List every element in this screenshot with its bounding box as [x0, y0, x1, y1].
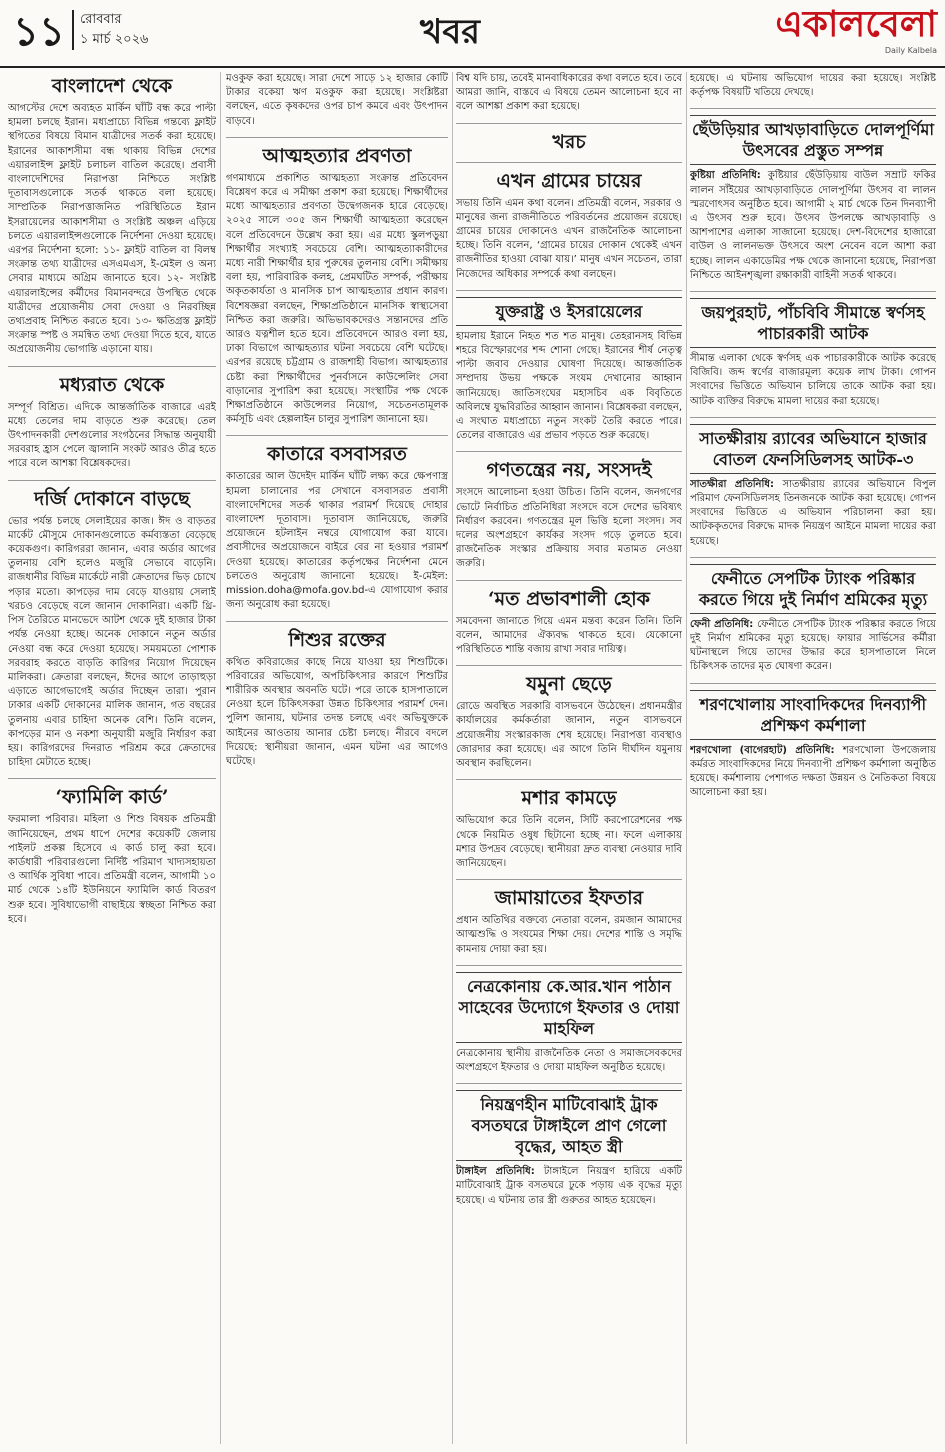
story-text: ফরমালা পরিবার। মহিলা ও শিশু বিষয়ক প্রতিমন্ত্রী জানিয়েছেন, প্রথম ধাপে দেশের কয়েকটি জেলায় পাইলট প্রকল্প হিসেবে এ কার্ড চালু করা হবে। কার্ডধারী পরিবারগুলো নির্দিষ্ট পরিমাণ খাদ্যসহায়তা ও আর্থিক সুবিধা পাবে। প্রতিমন্ত্রী বলেন, আগামী ১০ মার্চ থেকে ১৪টি ইউনিয়নে ফ্যামিলি কার্ড বিতরণ শুরু হবে। সুবিধাভোগী বাছাইয়ে স্বচ্ছতা নিশ্চিত করা হবে।	[8, 814, 216, 925]
story-divider	[456, 779, 682, 780]
story-text: হামলায় ইরানে নিহত শত শত মানুষ। তেহরানসহ বিভিন্ন শহরে বিস্ফোরণের শব্দ শোনা গেছে। ইরানের শীর্ষ নেতৃত্ব পাল্টা জবাব দেওয়ার ঘোষণা দিয়েছে। আন্তর্জাতিক সম্প্রদায় উভয় পক্ষকে সংযম দেখানোর আহ্বান জানিয়েছে। জাতিসংঘের মহাসচিব এক বিবৃতিতে অবিলম্বে যুদ্ধবিরতির আহ্বান জানান। বিশ্লেষকরা বলছেন, এ সংঘাত মধ্যপ্রাচ্যে নতুন সংকট তৈরি করতে পারে। তেলের বাজারেও এর প্রভাব পড়তে শুরু করেছে।	[456, 330, 682, 442]
story-text: সীমান্ত এলাকা থেকে স্বর্ণসহ এক পাচারকারীকে আটক করেছে বিজিবি। জব্দ স্বর্ণের বাজারমূল্য কয়েক লাখ টাকা। গোপন সংবাদের ভিত্তিতে অভিযান চালিয়ে তাকে আটক করা হয়। আটক ব্যক্তির বিরুদ্ধে মামলা দায়ের করা হয়েছে।	[690, 353, 936, 407]
news-story	[226, 442, 448, 612]
story-divider	[8, 366, 216, 367]
story-headline: মশার কামড়ে	[521, 787, 617, 810]
masthead	[0, 0, 945, 68]
news-story	[690, 115, 936, 283]
story-divider	[456, 451, 682, 452]
logo-tagline: Daily Kalbela	[884, 46, 937, 55]
story-divider	[690, 108, 936, 109]
story-body	[690, 352, 936, 409]
story-body	[8, 813, 216, 927]
story-divider	[456, 123, 682, 124]
story-body	[690, 72, 936, 100]
news-story	[8, 74, 216, 358]
story-headline: সাতক্ষীরায় র‍্যাবের অভিযানে হাজার বোতল ফেনসিডিলসহ আটক-৩	[690, 424, 936, 474]
column-rule	[220, 72, 221, 1444]
news-story	[226, 628, 448, 770]
story-byline: কুষ্টিয়া প্রতিনিধি:	[690, 170, 768, 182]
story-headline: আত্মহত্যার প্রবণতা	[262, 144, 412, 167]
story-body	[456, 1165, 682, 1208]
date-label: ১ মার্চ ২০২৬	[80, 32, 149, 47]
brand-logo	[767, 2, 937, 62]
news-story	[456, 458, 682, 571]
story-body	[8, 401, 216, 472]
story-text: সভায় তিনি এমন কথা বলেন। প্রতিমন্ত্রী বলেন, সরকার ও মানুষের জন্য রাজনীতিতে পরিবর্তনের প্রয়োজন রয়েছে। গ্রামের চায়ের দোকানেও এখন রাজনৈতিক আলোচনা হচ্ছে। তিনি বলেন, ‘গ্রামের চায়ের দোকান থেকেই এখন রাজনীতির হাওয়া বোঝা যায়।’ মানুষ এখন সচেতন, তারা নিজেদের অধিকার সম্পর্কে কথা বলছেন।	[456, 197, 682, 280]
story-headline: জামায়াতের ইফতার	[494, 887, 644, 910]
column-1	[8, 72, 216, 1444]
story-divider	[456, 162, 682, 163]
story-text: বিশ্ব যদি চায়, তবেই মানবাধিকারের কথা বলতে হবে। তবে আমরা জানি, বাস্তবে এ বিষয়ে তেমন আলোচনা হবে না বলে আশঙ্কা প্রকাশ করা হয়েছে।	[456, 73, 682, 113]
story-headline: এখন গ্রামের চায়ের	[496, 169, 642, 192]
news-story	[456, 672, 682, 771]
story-text: গণমাধ্যমে প্রকাশিত আত্মহত্যা সংক্রান্ত প্রতিবেদন বিশ্লেষণ করে এ সমীক্ষা প্রকাশ করা হয়েছে। শিক্ষার্থীদের মধ্যে আত্মহত্যার প্রবণতা উদ্বেগজনক হারে বেড়েছে। ২০২৫ সালে ৩০৫ জন শিক্ষার্থী আত্মহত্যা করেছেন বলে প্রতিবেদনে উল্লেখ করা হয়। এর মধ্যে স্কুলপড়ুয়া শিক্ষার্থীর সংখ্যাই সবচেয়ে বেশি। আত্মহত্যাকারীদের মধ্যে নারী শিক্ষার্থীর হার পুরুষের তুলনায় বেশি। সমীক্ষায় বলা হয়, পারিবারিক কলহ, প্রেমঘটিত সম্পর্ক, পরীক্ষায় অকৃতকার্যতা ও মানসিক চাপ আত্মহত্যার প্রধান কারণ। বিশেষজ্ঞরা বলছেন, শিক্ষাপ্রতিষ্ঠানে মানসিক স্বাস্থ্যসেবা নিশ্চিত করা জরুরি। অভিভাবকদেরও সন্তানদের প্রতি আরও যত্নশীল হতে হবে। প্রতিবেদনে আরও বলা হয়, ঢাকা বিভাগে আত্মহত্যার ঘটনা সবচেয়ে বেশি ঘটেছে। এরপর রয়েছে চট্টগ্রাম ও রাজশাহী বিভাগ। আত্মহত্যার চেষ্টা করা শিক্ষার্থীদের পুনর্বাসনে কাউন্সেলিং সেবা বাড়ানোর সুপারিশ করা হয়েছে। সংস্থাটির পক্ষ থেকে শিক্ষাপ্রতিষ্ঠানে কাউন্সেলর নিয়োগ, সচেতনতামূলক কর্মসূচি এবং হেল্পলাইন চালুর সুপারিশ জানানো হয়।	[226, 172, 448, 426]
story-text: সংসদে আলোচনা হওয়া উচিত। তিনি বলেন, জনগণের ভোটে নির্বাচিত প্রতিনিধিরা সংসদে বসে দেশের ভবিষ্যৎ নির্ধারণ করবেন। গণতন্ত্রের মূল ভিত্তি হলো সংসদ। সব দলের অংশগ্রহণে কার্যকর সংসদ গড়ে তুলতে হবে। রাজনৈতিক সংস্কার প্রক্রিয়ায় সবার মতামত নেওয়া জরুরি।	[456, 487, 682, 570]
story-divider	[690, 557, 936, 558]
news-story	[226, 72, 448, 129]
story-text: প্রধান অতিথির বক্তব্যে নেতারা বলেন, রমজান আমাদের আত্মশুদ্ধি ও সংযমের শিক্ষা দেয়। দেশের শান্তি ও সমৃদ্ধি কামনায় দোয়া করা হয়।	[456, 915, 682, 955]
story-body	[690, 744, 936, 801]
story-headline: যমুনা ছেড়ে	[526, 673, 612, 696]
news-story	[8, 785, 216, 927]
story-body	[456, 1047, 682, 1075]
story-headline: জয়পুরহাট, পাঁচবিবি সীমান্তে স্বর্ণসহ পাচারকারী আটক	[690, 298, 936, 348]
story-text: সাতক্ষীরায় র‍্যাবের অভিযানে বিপুল পরিমাণ ফেনসিডিলসহ তিনজনকে আটক করা হয়েছে। গোপন সংবাদের ভিত্তিতে এ অভিযান পরিচালনা করা হয়। আটককৃতদের বিরুদ্ধে মাদক নিয়ন্ত্রণ আইনে মামলা দায়ের করা হয়েছে।	[690, 478, 936, 547]
story-body	[8, 102, 216, 358]
story-headline: কাতারে বসবাসরত	[267, 443, 407, 466]
story-headline: দর্জি দোকানে বাড়ছে	[34, 487, 190, 510]
column-4	[690, 72, 936, 1444]
story-body	[456, 700, 682, 771]
story-body	[226, 72, 448, 129]
story-headline: শিশুর রক্তের	[288, 628, 386, 651]
story-divider	[226, 621, 448, 622]
story-headline: ‘ফ্যামিলি কার্ড’	[55, 786, 169, 809]
story-body	[690, 478, 936, 549]
story-text: কাতারের আল উদেইদ মার্কিন ঘাঁটি লক্ষ্য করে ক্ষেপণাস্ত্র হামলা চালানোর পর সেখানে বসবাসরত প্রবাসী বাংলাদেশিদের সতর্ক থাকার পরামর্শ দিয়েছে দোহার বাংলাদেশ দূতাবাস। দূতাবাস জানিয়েছে, জরুরি প্রয়োজনে হটলাইন নম্বরে যোগাযোগ করা যাবে। প্রবাসীদের অপ্রয়োজনে বাইরে বের না হওয়ার পরামর্শ দেওয়া হয়েছে। কাতারের কর্তৃপক্ষের নির্দেশনা মেনে চলতেও অনুরোধ জানানো হয়েছে। ই-মেইল: mission.doha@mofa.gov.bd-এ যোগাযোগ করার জন্য অনুরোধ করা হয়েছে।	[226, 471, 448, 611]
story-headline: গণতন্ত্রের নয়, সংসদই	[486, 459, 652, 482]
news-story	[456, 72, 682, 115]
day-label: রোববার	[80, 12, 122, 27]
news-story	[456, 169, 682, 282]
news-story	[690, 690, 936, 801]
story-divider	[456, 290, 682, 291]
story-body	[690, 169, 936, 283]
story-text: রোডে অবস্থিত সরকারি বাসভবনে উঠেছেন। প্রধানমন্ত্রীর কার্যালয়ের কর্মকর্তারা জানান, নতুন বাসভবনে প্রয়োজনীয় সংস্কারকাজ শেষ হয়েছে। নিরাপত্তা ব্যবস্থাও জোরদার করা হয়েছে। এর আগে তিনি দীর্ঘদিন যমুনায় অবস্থান করছিলেন।	[456, 701, 682, 770]
story-body	[226, 656, 448, 770]
story-text: কুষ্টিয়ার ছেঁউড়িয়ায় বাউল সম্রাট ফকির লালন সাঁইয়ের আখড়াবাড়িতে দোলপূর্ণিমা উৎসব বা লালন স্মরণোৎসব অনুষ্ঠিত হবে। আগামী ২ মার্চ থেকে তিন দিনব্যাপী এ উৎসব শুরু হবে। উৎসব উপলক্ষে আখড়াবাড়ি ও আশপাশের এলাকা সাজানো হয়েছে। দেশ-বিদেশের হাজারো বাউল ও লালনভক্ত উৎসবে অংশ নেবেন বলে আশা করা হচ্ছে। লালন একাডেমির পক্ষ থেকে জানানো হয়েছে, নিরাপত্তা নিশ্চিতে আইনশৃঙ্খলা রক্ষাকারী বাহিনী সতর্ক থাকবে।	[690, 170, 936, 281]
story-body	[226, 172, 448, 428]
story-body	[8, 515, 216, 771]
news-story	[8, 487, 216, 771]
story-text: অভিযোগ করে তিনি বলেন, সিটি করপোরেশনের পক্ষ থেকে নিয়মিত ওষুধ ছিটানো হচ্ছে না। ফলে এলাকায় মশার উপদ্রব বেড়েছে। স্থানীয়রা দ্রুত ব্যবস্থা নেওয়ার দাবি জানিয়েছেন।	[456, 815, 682, 869]
news-story	[456, 130, 682, 154]
story-text: ফেনীতে সেপটিক ট্যাংক পরিষ্কার করতে গিয়ে দুই নির্মাণ শ্রমিকের মৃত্যু হয়েছে। ফায়ার সার্ভিসের কর্মীরা ঘটনাস্থলে গিয়ে তাদের উদ্ধার করে হাসপাতালে নিলে চিকিৎসক তাদের মৃত ঘোষণা করেন।	[690, 618, 936, 673]
news-story	[456, 587, 682, 658]
story-divider	[456, 580, 682, 581]
story-divider	[456, 1083, 682, 1084]
news-story	[690, 564, 936, 675]
story-divider	[226, 137, 448, 138]
story-body	[456, 615, 682, 658]
story-body	[690, 618, 936, 675]
news-story	[456, 1090, 682, 1208]
story-divider	[690, 417, 936, 418]
story-text: মওকুফ করা হয়েছে। সারা দেশে সাড়ে ১২ হাজার কোটি টাকার বকেয়া ঋণ মওকুফ করা হয়েছে। সংশ্লিষ্টরা বলছেন, এতে কৃষকদের ওপর চাপ কমবে এবং উৎপাদন বাড়বে।	[226, 73, 448, 127]
news-story	[226, 144, 448, 428]
story-headline: যুক্তরাষ্ট্র ও ইসরায়েলের	[456, 297, 682, 326]
story-body	[456, 197, 682, 282]
story-headline: ‘মত প্রভাবশালী হোক	[488, 587, 650, 610]
story-headline: ফেনীতে সেপটিক ট্যাংক পরিষ্কার করতে গিয়ে দুই নির্মাণ শ্রমিকের মৃত্যু	[690, 564, 936, 614]
story-text: হয়েছে। এ ঘটনায় অভিযোগ দায়ের করা হয়েছে। সংশ্লিষ্ট কর্তৃপক্ষ বিষয়টি খতিয়ে দেখছে।	[690, 73, 936, 99]
story-body	[456, 486, 682, 571]
story-divider	[456, 879, 682, 880]
column-rule	[452, 72, 453, 1444]
story-headline: নিয়ন্ত্রণহীন মাটিবোঝাই ট্রাক বসতঘরে টাঙ্গাইলে প্রাণ গেলো বৃদ্ধের, আহত স্ত্রী	[456, 1090, 682, 1161]
story-headline: খরচ	[552, 130, 586, 153]
story-text: শরণখোলা উপজেলায় কর্মরত সাংবাদিকদের নিয়ে দিনব্যাপী প্রশিক্ষণ কর্মশালা অনুষ্ঠিত হয়েছে। কর্মশালায় পেশাগত দক্ষতা উন্নয়ন ও নৈতিকতা বিষয়ে আলোচনা করা হয়।	[690, 744, 936, 799]
news-story	[690, 298, 936, 409]
news-story	[690, 424, 936, 549]
story-text: সম্পূর্ণ বিশ্রিত। এদিকে আন্তর্জাতিক বাজারে এরই মধ্যে তেলের দাম বাড়তে শুরু করেছে। তেল উৎপাদনকারী দেশগুলোর সংগঠনের সিদ্ধান্ত অনুযায়ী সরবরাহ হ্রাস পেলে জ্বালানি সংকট আরও তীব্র হতে পারে বলে আশঙ্কা বিশ্লেষকদের।	[8, 401, 216, 470]
story-text: ভোর পর্যন্ত চলছে সেলাইয়ের কাজ। ঈদ ও বাড়তর মার্কেট মৌসুমে দোকানগুলোতে কর্মব্যস্ততা বেড়েছে কয়েকগুণ। কারিগররা জানান, এবার অর্ডার আগের তুলনায় বেশি হলেও মজুরি সেভাবে বাড়েনি। রাজধানীর বিভিন্ন মার্কেটে নারী ক্রেতাদের ভিড় চোখে পড়ার মতো। কাপড়ের দাম বেড়ে যাওয়ায় সেলাই খরচও বেড়েছে বলে জানান দোকানিরা। একটি থ্রি-পিস তৈরিতে মানভেদে আটশ থেকে দুই হাজার টাকা পর্যন্ত নেওয়া হচ্ছে। অনেক দোকানে নতুন অর্ডার নেওয়া বন্ধ করে দেওয়া হয়েছে। সময়মতো পোশাক সরবরাহ করতে বাড়তি কারিগর নিয়োগ দিয়েছেন মালিকরা। ক্রেতারা বলছেন, ঈদের আগে তাড়াহুড়া এড়াতে আগেভাগেই অর্ডার দিচ্ছেন তারা। পুরান ঢাকার একটি দোকানের মালিক জানান, গত বছরের তুলনায় এবার চাহিদা অনেক বেশি। তিনি বলেন, কাপড়ের মান ও নকশা অনুযায়ী মজুরি নির্ধারণ করা হয়। কারিগরদের দিনরাত পরিশ্রম করে ক্রেতাদের চাহিদা মেটাতে হচ্ছে।	[8, 515, 216, 769]
story-text: নেত্রকোনায় স্থানীয় রাজনৈতিক নেতা ও সমাজসেবকদের অংশগ্রহণে ইফতার ও দোয়া মাহফিল অনুষ্ঠিত হয়েছে।	[456, 1047, 682, 1073]
story-divider	[8, 778, 216, 779]
logo-text: একালবেলা	[775, 3, 937, 45]
story-divider	[690, 683, 936, 684]
column-3	[456, 72, 682, 1444]
page-number: ১১	[13, 8, 65, 55]
news-story	[456, 972, 682, 1075]
story-byline: সাতক্ষীরা প্রতিনিধি:	[690, 478, 783, 490]
news-story	[690, 72, 936, 100]
story-text: টাঙ্গাইলে নিয়ন্ত্রণ হারিয়ে একটি মাটিবোঝাই ট্রাক বসতঘরে ঢুকে পড়ায় এক বৃদ্ধের মৃত্যু হয়েছে। এ ঘটনায় তার স্ত্রী গুরুতর আহত হয়েছেন।	[456, 1166, 682, 1206]
column-2	[226, 72, 448, 1444]
story-divider	[690, 291, 936, 292]
story-text: আগস্টের দেশে অব্যহত মার্কিন ঘাঁটি বন্ধ করে পাল্টা হামলা চলছে ইরান। মধ্যপ্রাচ্যে বিভিন্ন গন্তব্যে ফ্লাইট স্থগিতের বিষয়ে বিমান যাত্রীদের সতর্ক করা হয়েছে। ইরানের আকাশসীমা বন্ধ থাকায় বিভিন্ন দেশের এয়ারলাইন্স ফ্লাইট চলাচল বাতিল করেছে। প্রবাসী বাংলাদেশিদের নিরাপত্তা নিশ্চিতে সংশ্লিষ্ট দূতাবাসগুলোকে সতর্ক থাকতে বলা হয়েছে। সাম্প্রতিক নিরাপত্তাজনিত পরিস্থিতিতে ইরান ইসরায়েলের আকাশসীমা ও সংশ্লিষ্ট অঞ্চল এড়িয়ে চলতে এয়ারলাইন্সগুলোকে নির্দেশনা দেওয়া হয়েছে। এরপর নির্দেশনা হলো: ১১- ফ্লাইট বাতিল বা বিলম্ব সংক্রান্ত তথ্য যাত্রীদের এসএমএস, ই-মেইল ও অন্য সেবার মাধ্যমে অগ্রিম জানাতে হবে। ১২- সংশ্লিষ্ট এয়ারলাইন্সের কর্মীদের বিমানবন্দরে উপস্থিত থেকে যাত্রীদের প্রয়োজনীয় সেবা দেওয়া ও নিরবচ্ছিন্ন তথ্যপ্রবাহ নিশ্চিত করতে হবে। ১৩- ক্ষতিগ্রস্ত ফ্লাইট সংক্রান্ত স্পষ্ট ও সমন্বিত তথ্য দেওয়া দিতে হবে, যাতে অপ্রয়োজনীয় ভোগান্তি এড়ানো যায়।	[8, 103, 216, 356]
story-body	[456, 330, 682, 444]
story-divider	[8, 480, 216, 481]
story-divider	[456, 665, 682, 666]
story-headline: মধ্যরাত থেকে	[59, 373, 165, 396]
news-story	[456, 297, 682, 444]
date-box	[72, 10, 200, 50]
story-text: সমবেদনা জানাতে গিয়ে এমন মন্তব্য করেন তিনি। তিনি বলেন, আমাদের ঐক্যবদ্ধ থাকতে হবে। যেকোনো পরিস্থিতিতে শান্তি বজায় রাখা সবার দায়িত্ব।	[456, 615, 682, 656]
story-body	[226, 470, 448, 612]
story-byline: টাঙ্গাইল প্রতিনিধি:	[456, 1166, 544, 1178]
story-text: কথিত কবিরাজের কাছে নিয়ে যাওয়া হয় শিশুটিকে। পরিবারের অভিযোগ, অপচিকিৎসার কারণে শিশুটির শারীরিক অবস্থার অবনতি ঘটে। পরে তাকে হাসপাতালে নেওয়া হলে চিকিৎসকরা উন্নত চিকিৎসার পরামর্শ দেন। পুলিশ জানায়, ঘটনার তদন্ত চলছে এবং অভিযুক্তকে আইনের আওতায় আনার চেষ্টা চলছে। নীরবে বদলে দিয়েছে: স্থানীয়রা জানান, এমন ঘটনা এর আগেও ঘটেছে।	[226, 656, 448, 767]
story-divider	[456, 965, 682, 966]
story-headline: বাংলাদেশ থেকে	[51, 75, 173, 97]
story-headline: নেত্রকোনায় কে.আর.খান পাঠান সাহেবের উদ্যোগে ইফতার ও দোয়া মাহফিল	[456, 972, 682, 1043]
news-story	[8, 373, 216, 472]
story-byline: ফেনী প্রতিনিধি:	[690, 618, 758, 630]
story-body	[456, 72, 682, 115]
news-story	[456, 786, 682, 871]
story-divider	[226, 435, 448, 436]
news-story	[456, 886, 682, 957]
section-title: খবর	[420, 12, 480, 52]
column-rule	[686, 72, 687, 1444]
story-headline: ছেঁউড়িয়ার আখড়াবাড়িতে দোলপূর্ণিমা উৎসবের প্রস্তুত সম্পন্ন	[690, 115, 936, 165]
story-byline: শরণখোলা (বাগেরহাট) প্রতিনিধি:	[690, 744, 843, 756]
story-headline: শরণখোলায় সাংবাদিকদের দিনব্যাপী প্রশিক্ষণ কর্মশালা	[690, 690, 936, 740]
story-body	[456, 814, 682, 871]
story-body	[456, 914, 682, 957]
